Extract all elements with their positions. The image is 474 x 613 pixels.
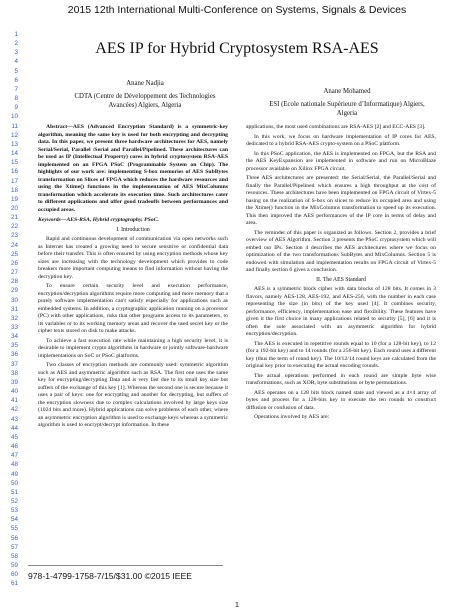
paragraph: AES is a symmetric block cipher with data blocks of 128 bits. It comes in 3 flavors, namely AES-128, AES-192, and AES-256, with the number in each case representing the size (in bits) of the key used [4]. It combines security, performance, efficiency, implementation ease and flexibility. These features have given it the first choice in many applications related to security [5], [6] and it is often the sole associated with an asymmetric algorithm for hybrid encryption/decryption. bbox=[246, 286, 436, 337]
copyright-footer: 978-1-4799-1758-7/15/$31.00 ©2015 IEEE bbox=[28, 571, 193, 581]
line-number: 8 bbox=[14, 95, 18, 103]
line-number: 20 bbox=[10, 204, 18, 212]
line-number: 3 bbox=[14, 49, 18, 57]
paragraph: The AES is executed in repetitive rounds equal to 10 (for a 128-bit key), to 12 (for a 192-bit key) and to 14 rounds (for a 256-bit key). Each round uses a different key (thus the term of round key). The 10/12/14 round keys are calculated from the original key prior to executing the actual encoding rounds. bbox=[246, 340, 436, 369]
line-number: 10 bbox=[10, 113, 18, 121]
line-number: 21 bbox=[10, 214, 18, 222]
line-number: 19 bbox=[10, 195, 18, 203]
line-number: 4 bbox=[14, 58, 18, 66]
line-number: 40 bbox=[10, 388, 18, 396]
line-number: 47 bbox=[10, 452, 18, 460]
line-number: 42 bbox=[10, 406, 18, 414]
paragraph: The reminder of this paper is organized as follows. Section 2, provides a brief overview of AES Algorithm. Section 3 presents the PSoC cryptosystem which will embed our IPs. Section 4 describes the AES architectures where we focus on optimization of the two transformations SubBytes and MixColumns. Section 5 is endowed with simulation and implementation results on FPGA circuit of Virtex-5 and finally section 6 gives a conclusion. bbox=[246, 229, 436, 273]
page-number: 1 bbox=[234, 600, 240, 609]
line-number: 59 bbox=[10, 562, 18, 570]
footer-rule bbox=[28, 565, 223, 566]
line-number: 56 bbox=[10, 534, 18, 542]
line-number: 35 bbox=[10, 342, 18, 350]
paragraph: Two classes of encryption methods are commonly used: symmetric algorithm such as AES and asymmetric algorithm such as RSA. The first one uses the same key for encrypting/decrypting Data and is very fast due to its small key size but suffers of the exchange of this key [1]. Whereas the second one is secure because it uses a pair of keys: one for encrypting and another for decrypting, but suffers of the encryption slowness due to complex calculations involved by large keys size (1024 bits and more). Hybrid applications can solve problems of each other, where an asymmetric encryption algorithm is used to exchange keys whereas a symmetric algorithm is used to encrypt/decrypt information. In these bbox=[38, 362, 228, 428]
keywords: Keywords—AES-RSA, Hybrid cryptography, PSoC. bbox=[38, 217, 159, 223]
author-affiliation: ESI (Ecole nationale Supérieure d’Informatique) Algiers, Algeria bbox=[269, 101, 425, 117]
line-number: 36 bbox=[10, 351, 18, 359]
line-number: 61 bbox=[10, 580, 18, 588]
line-number: 6 bbox=[14, 76, 18, 84]
line-number: 24 bbox=[10, 241, 18, 249]
line-number: 60 bbox=[10, 571, 18, 579]
line-number: 25 bbox=[10, 250, 18, 258]
line-number: 14 bbox=[10, 150, 18, 158]
line-number: 5 bbox=[14, 67, 18, 75]
line-number: 2 bbox=[14, 40, 18, 48]
author-name: Anane Mohamed bbox=[323, 88, 371, 95]
line-number: 34 bbox=[10, 333, 18, 341]
paragraph: To achieve a fast execution rate while maintaining a high security level, it is desirable to implement crypto algorithms in hardware or jointly software-hardware implementations on SoC or PSoC platforms. bbox=[38, 337, 228, 359]
paragraph: In this work, we focus on hardware implementation of IP cores for AES, dedicated to a hybrid RSA-AES crypto-system on a PSoC platform. bbox=[246, 133, 436, 147]
line-number: 13 bbox=[10, 140, 18, 148]
line-number: 45 bbox=[10, 433, 18, 441]
line-number-gutter bbox=[4, 30, 18, 589]
line-number: 9 bbox=[14, 104, 18, 112]
line-number: 26 bbox=[10, 259, 18, 267]
line-number: 16 bbox=[10, 168, 18, 176]
line-number: 48 bbox=[10, 461, 18, 469]
section-heading-aes-standard: II. The AES Standard bbox=[316, 276, 366, 283]
paragraph: Rapid and continuous development of communication via open networks such as Internet has created a growing need to secure sensitive or confidential data before their transfer. This is often ensured by using encryption methods whose key sizes are increasing with the technology development which provides to code breakers more important computing means to find information without having the decryption key. bbox=[38, 236, 228, 280]
line-number: 27 bbox=[10, 269, 18, 277]
line-number: 57 bbox=[10, 543, 18, 551]
line-number: 11 bbox=[11, 122, 18, 130]
line-number: 15 bbox=[10, 159, 18, 167]
line-number: 46 bbox=[10, 443, 18, 451]
author-name: Anane Nadjia bbox=[126, 80, 164, 87]
line-number: 1 bbox=[14, 31, 18, 38]
line-number: 53 bbox=[10, 507, 18, 515]
line-number: 37 bbox=[10, 360, 18, 368]
left-column bbox=[38, 124, 228, 432]
line-number: 28 bbox=[10, 278, 18, 286]
line-number: 18 bbox=[10, 186, 18, 194]
line-number: 49 bbox=[10, 470, 18, 478]
line-number: 31 bbox=[10, 305, 18, 313]
line-number: 43 bbox=[10, 415, 18, 423]
conference-header: 2015 12th International Multi-Conference on Systems, Signals & Devices bbox=[67, 4, 407, 16]
line-number: 58 bbox=[10, 552, 18, 560]
abstract: Abstract—AES (Advanced Encryption Standard) is a symmetric-key algorithm, meaning the same key is used for both encrypting and decrypting data. In this paper, we present three hardware architectures for AES, namely Serial/Serial, Parallel /Serial and Parallel/Pipelined. These architectures can be used as IP (Intellectual Property) cores in hybrid cryptosystem RSA-AES implemented on an FPGA PSoC (Programmable System on Chip). The highlights of our work are: implementing S-box memories of AES SubBytes transformation on Slices of FPGA which reduces the hardware resources and using the Xtime() functions in the implementation of AES MixColumns transformation which accelerate its execution time. Such architectures cater to different applications and offer good tradeoffs between performances and occupied areas. bbox=[38, 124, 228, 213]
line-number: 50 bbox=[10, 479, 18, 487]
line-number: 22 bbox=[10, 223, 18, 231]
paragraph: applications, the most used combinations are RSA-AES [2] and ECC-AES [3]. bbox=[246, 124, 426, 130]
line-number: 54 bbox=[10, 516, 18, 524]
line-number: 23 bbox=[10, 232, 18, 240]
line-number: 51 bbox=[10, 488, 18, 496]
paragraph: To ensure certain security level and execution performance, encryption/decryption algorithms require more computing and more memory that a purely software implementation can't satisfy especially for applications such as embedded systems. In addition, a cryptographic application running on a processor (PC) with other applications, risks that other programs access to its parameters, to its variables or to its working memory areas and recover the used secret key or the cipher texts stored on disk to make attacks. bbox=[38, 283, 228, 334]
line-number: 41 bbox=[10, 397, 18, 405]
paper-title: AES IP for Hybrid Cryptosystem RSA-AES bbox=[95, 40, 379, 57]
line-number: 29 bbox=[10, 287, 18, 295]
section-heading-introduction: I. Introduction bbox=[116, 226, 150, 233]
paragraph: AES operates on a 128 bits block named state and viewed as a 4×4 array of bytes and process for a 128-bits key to execute the ten rounds to construct diffusion or confusion of data. bbox=[246, 389, 436, 411]
line-number: 12 bbox=[10, 131, 18, 139]
paragraph: The actual operations performed in each round are simple byte wise transformations, such as XOR, byte substitutions or byte permutations. bbox=[246, 372, 436, 386]
paragraph: Operations involved by AES are: bbox=[254, 414, 330, 420]
line-number: 44 bbox=[10, 424, 18, 432]
line-number: 17 bbox=[10, 177, 18, 185]
author-block-2 bbox=[262, 88, 432, 118]
paragraph: In this PSoC application, the AES is implemented on FPGA, but the RSA and the AES KeyExpansion are implemented in software and run on MicroBlaze processor available on Xilinx FPGA circuit. bbox=[246, 150, 436, 172]
line-number: 39 bbox=[10, 378, 18, 386]
author-block-1 bbox=[60, 80, 230, 110]
line-number: 55 bbox=[10, 525, 18, 533]
line-number: 7 bbox=[14, 85, 18, 93]
paragraph: Three AES architectures are presented: the Serial/Serial, the Parallel/Serial and finally the Parallel/Pipelined which ensures a high throughput at the cost of resources. These architectures have been implemented on FPGA circuit of Virtex-5 basing on the realization of S-box on slices to reduce its occupied area and using the Xtime() function in the MixColumns transformation to speed up its execution. This then improved the AES performances of the IP core in terms of delay and area. bbox=[246, 175, 436, 226]
line-number: 33 bbox=[10, 324, 18, 331]
line-number: 38 bbox=[10, 369, 18, 377]
line-number: 30 bbox=[10, 296, 18, 304]
line-number: 52 bbox=[10, 497, 18, 505]
author-affiliation: CDTA (Centre de Développement des Technologies Avancées) Algiers, Algeria bbox=[74, 93, 216, 109]
right-column bbox=[246, 124, 436, 424]
line-number: 32 bbox=[10, 314, 18, 322]
